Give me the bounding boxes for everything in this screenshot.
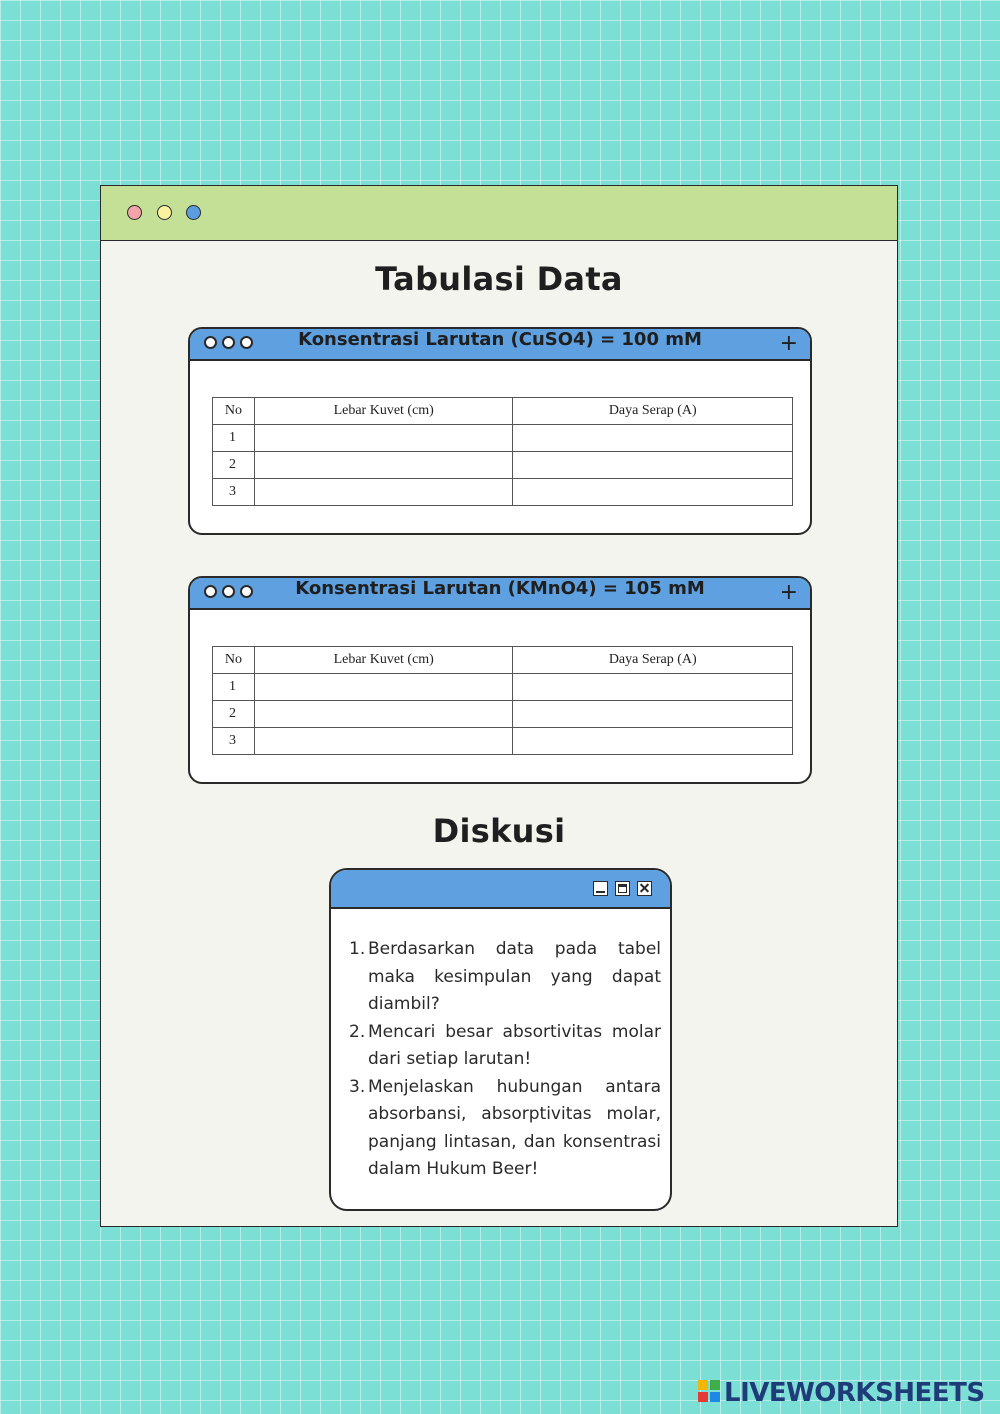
blue-dot-icon (186, 205, 201, 220)
page-title: Tabulasi Data (375, 260, 623, 298)
column-header-absorbance: Daya Serap (A) (513, 647, 793, 674)
absorbance-cell[interactable] (513, 728, 793, 755)
worksheet-window (100, 185, 898, 1227)
item-number: 2. (349, 1021, 366, 1042)
list-item (349, 936, 661, 1019)
panel-title: Konsentrasi Larutan (CuSO4) = 100 mM (298, 329, 702, 350)
list-item (349, 1019, 661, 1074)
maximize-icon (615, 881, 630, 896)
table-row (213, 701, 793, 728)
table-header-row (213, 647, 793, 674)
discussion-heading: Diskusi (432, 812, 566, 850)
row-number: 3 (213, 728, 255, 755)
row-number: 2 (213, 452, 255, 479)
row-number: 1 (213, 425, 255, 452)
item-text: Menjelaskan hubungan antara absorbansi, absorptivitas molar, panjang lintasan, dan konsentrasi dalam Hukum Beer! (368, 1076, 661, 1179)
data-table-panel-kmno4 (188, 576, 812, 784)
absorbance-cell[interactable] (513, 425, 793, 452)
liveworksheets-logo (698, 1378, 985, 1408)
table-row (213, 425, 793, 452)
data-table (212, 397, 793, 506)
table-row (213, 452, 793, 479)
plus-icon: + (779, 580, 798, 605)
liveworksheets-logo-icon (698, 1380, 722, 1406)
panel-titlebar (190, 329, 810, 361)
cuvette-width-cell[interactable] (254, 452, 513, 479)
absorbance-cell[interactable] (513, 452, 793, 479)
discussion-window (329, 868, 672, 1211)
row-number: 3 (213, 479, 255, 506)
window-titlebar (101, 186, 897, 241)
close-icon (637, 881, 652, 896)
column-header-cuvette-width: Lebar Kuvet (cm) (254, 647, 513, 674)
discussion-list (349, 936, 661, 1184)
absorbance-cell[interactable] (513, 701, 793, 728)
cuvette-width-cell[interactable] (254, 479, 513, 506)
cuvette-width-cell[interactable] (254, 674, 513, 701)
absorbance-cell[interactable] (513, 674, 793, 701)
table-row (213, 674, 793, 701)
yellow-dot-icon (157, 205, 172, 220)
minimize-icon (593, 881, 608, 896)
column-header-no: No (213, 647, 255, 674)
cuvette-width-cell[interactable] (254, 701, 513, 728)
list-item (349, 1074, 661, 1184)
discussion-titlebar (331, 870, 670, 909)
row-number: 1 (213, 674, 255, 701)
cuvette-width-cell[interactable] (254, 425, 513, 452)
cuvette-width-cell[interactable] (254, 728, 513, 755)
panel-titlebar (190, 578, 810, 610)
row-number: 2 (213, 701, 255, 728)
data-table-panel-cuso4 (188, 327, 812, 535)
column-header-no: No (213, 398, 255, 425)
column-header-absorbance: Daya Serap (A) (513, 398, 793, 425)
table-row (213, 479, 793, 506)
item-text: Mencari besar absortivitas molar dari setiap larutan! (368, 1021, 661, 1069)
panel-title: Konsentrasi Larutan (KMnO4) = 105 mM (295, 578, 705, 599)
data-table (212, 646, 793, 755)
red-dot-icon (127, 205, 142, 220)
table-header-row (213, 398, 793, 425)
item-text: Berdasarkan data pada tabel maka kesimpulan yang dapat diambil? (368, 939, 661, 1014)
item-number: 3. (349, 1076, 366, 1097)
absorbance-cell[interactable] (513, 479, 793, 506)
column-header-cuvette-width: Lebar Kuvet (cm) (254, 398, 513, 425)
item-number: 1. (349, 939, 366, 959)
table-row (213, 728, 793, 755)
plus-icon: + (779, 331, 798, 356)
brand-name: LIVEWORKSHEETS (724, 1378, 985, 1408)
